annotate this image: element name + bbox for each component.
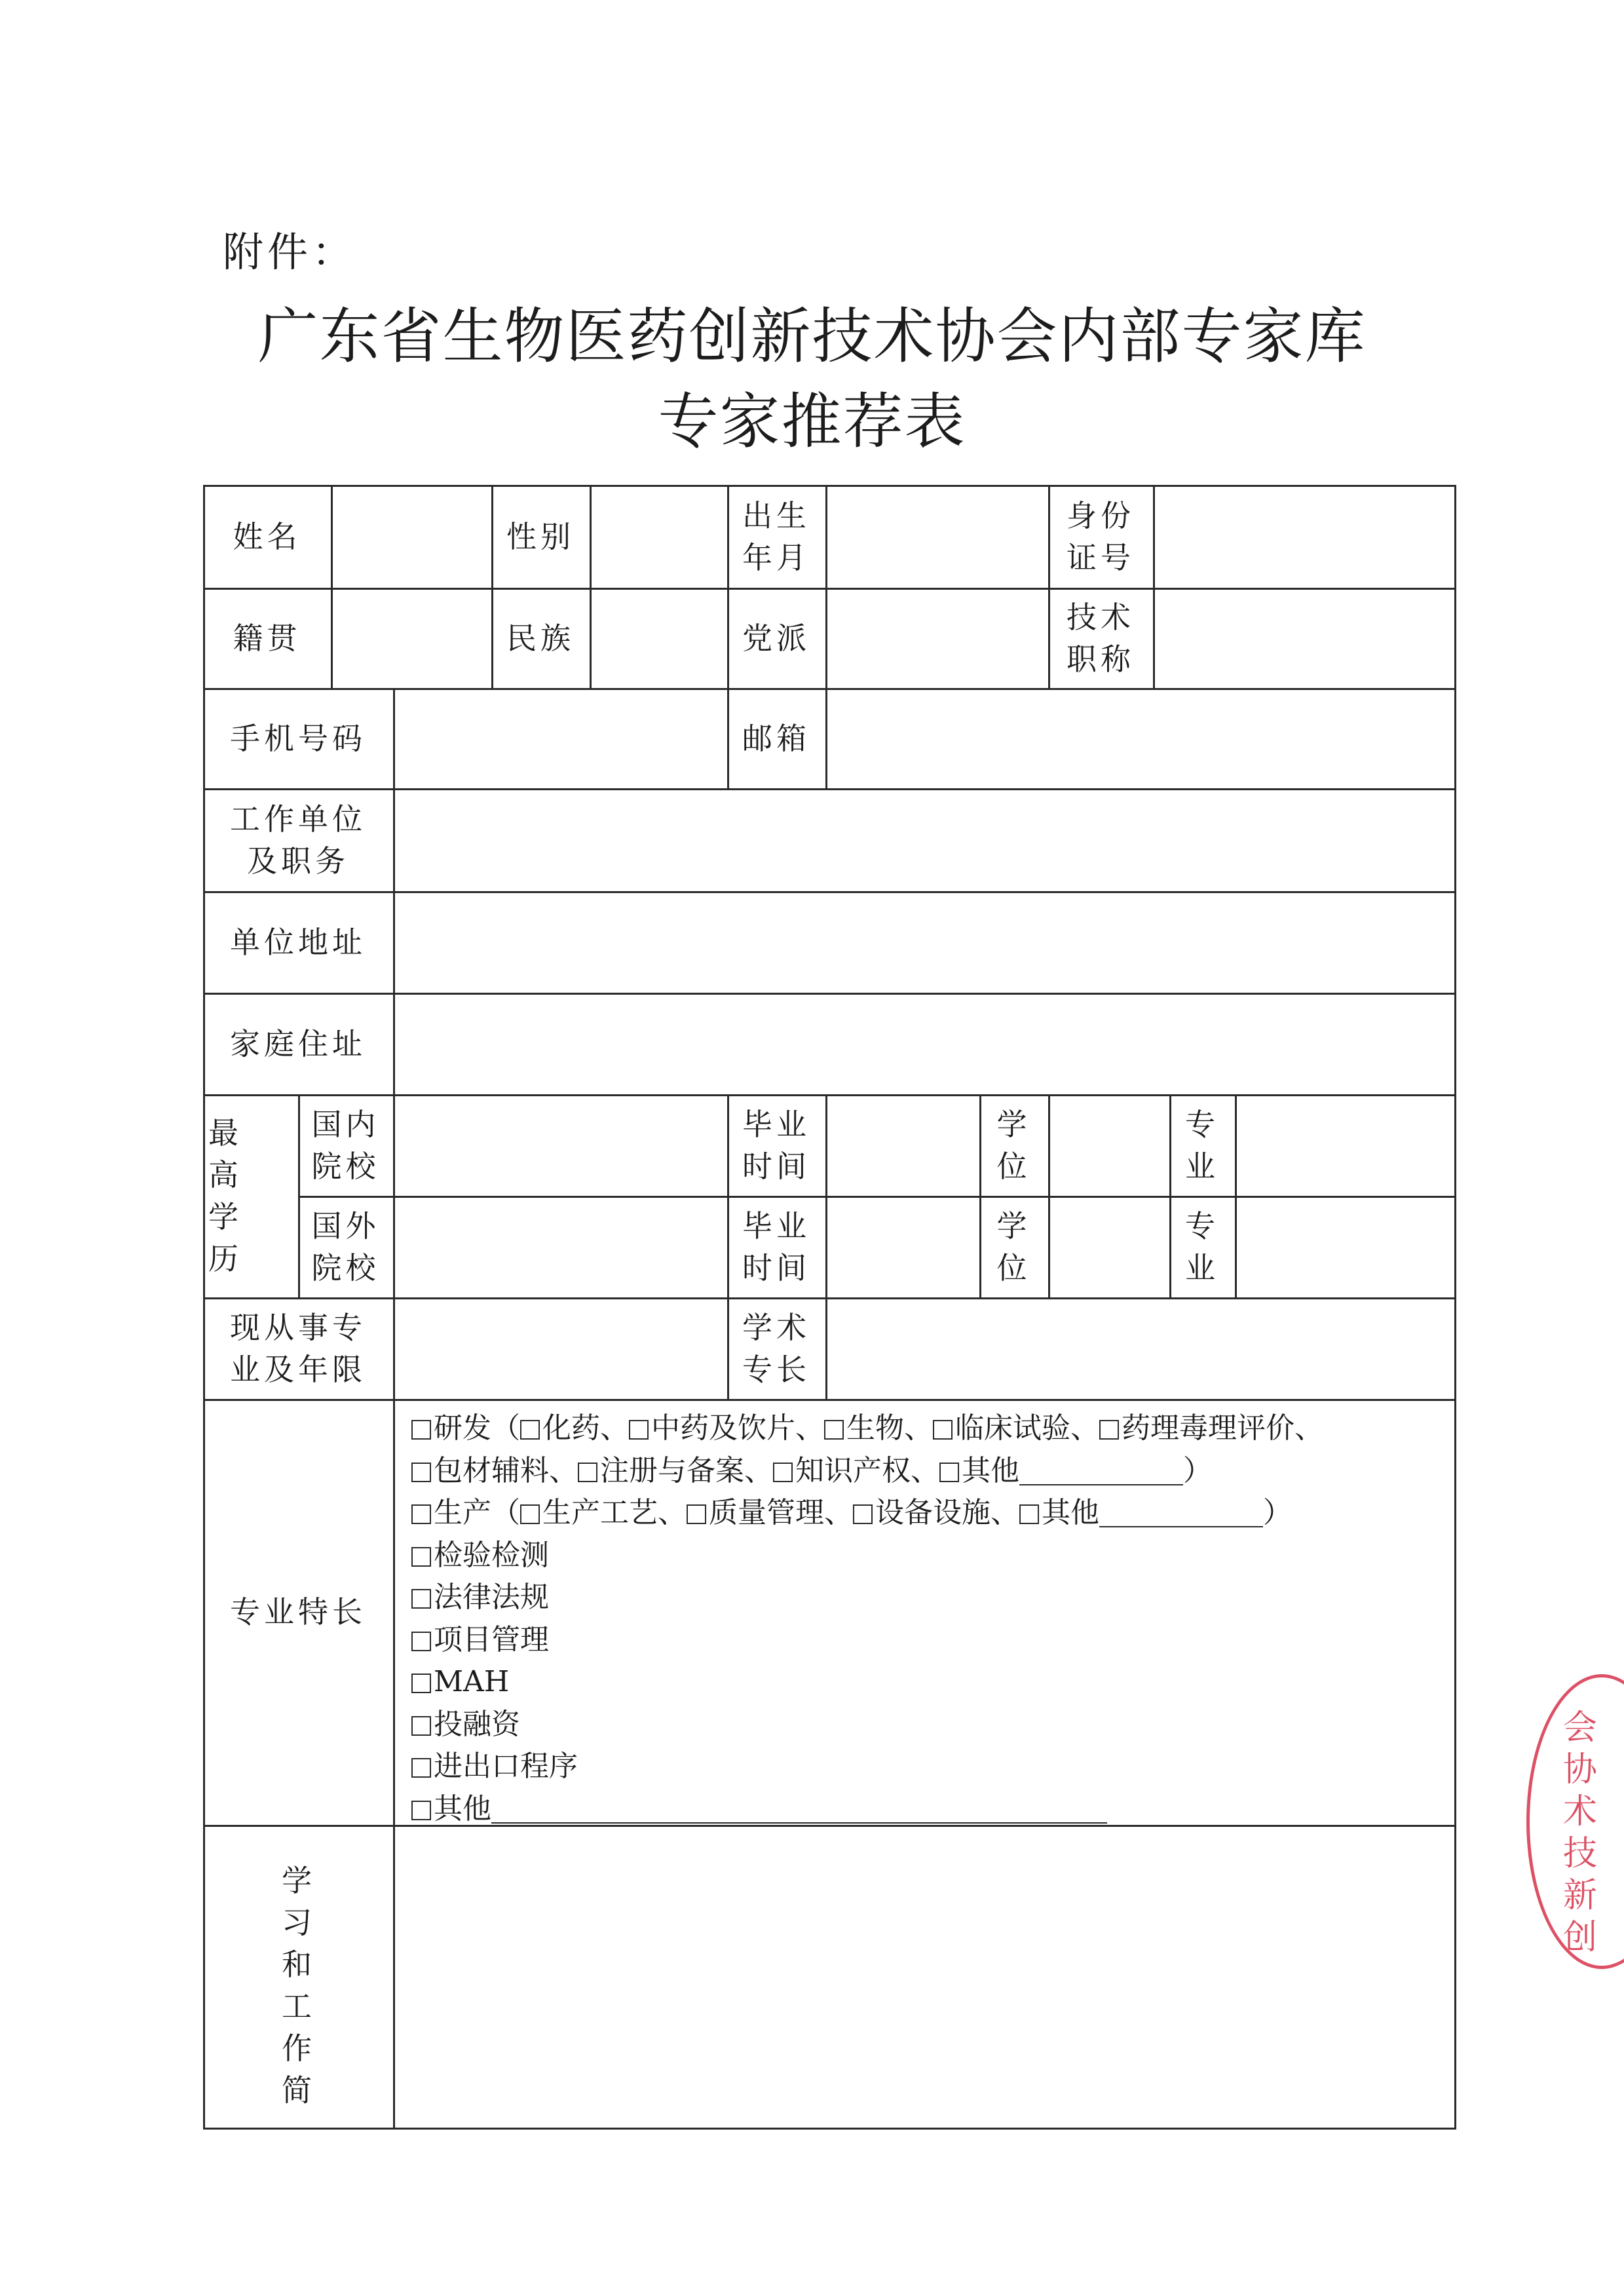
checkbox-other1[interactable] (939, 1463, 959, 1482)
checkbox-law[interactable] (411, 1589, 431, 1609)
checkbox-clinical[interactable] (933, 1420, 953, 1440)
option-registration: 注册与备案、 (600, 1453, 773, 1487)
checkbox-other3[interactable] (411, 1801, 431, 1820)
checkbox-quality[interactable] (687, 1504, 706, 1524)
row-divider (298, 1196, 1456, 1198)
label-major-foreign: 专 业 (1185, 1208, 1219, 1286)
option-project: 项目管理 (434, 1622, 549, 1656)
label-workplace: 工作单位 及职务 (230, 801, 366, 879)
option-tox: 药理毒理评价、 (1122, 1411, 1323, 1445)
col-divider (1048, 1094, 1050, 1297)
checkbox-rd[interactable] (411, 1420, 431, 1440)
checkbox-other2[interactable] (1019, 1504, 1039, 1524)
label-grad-time-foreign: 毕业 时间 (742, 1208, 810, 1286)
checkbox-registration[interactable] (578, 1463, 597, 1482)
option-production: 生产（ (434, 1496, 520, 1529)
label-party: 党派 (742, 620, 810, 656)
form-subtitle: 专家推荐表 (658, 387, 966, 457)
option-inspection: 检验检测 (434, 1538, 549, 1572)
option-chem: 化药、 (542, 1411, 629, 1445)
checkbox-import-export[interactable] (411, 1758, 431, 1778)
form-title: 广东省生物医药创新技术协会内部专家库 (257, 301, 1367, 372)
label-home-address: 家庭住址 (230, 1025, 366, 1062)
option-import-export: 进出口程序 (434, 1750, 578, 1783)
checkbox-production[interactable] (411, 1504, 431, 1524)
option-other3: 其他 (434, 1791, 491, 1826)
label-name: 姓名 (233, 518, 301, 554)
option-ip: 知识产权、 (795, 1453, 939, 1487)
label-mobile: 手机号码 (230, 720, 366, 756)
blank-other1[interactable] (1019, 1455, 1183, 1485)
label-id-no: 身份 证号 (1067, 497, 1135, 575)
checkbox-equipment[interactable] (853, 1504, 873, 1524)
checkbox-tox[interactable] (1099, 1420, 1119, 1440)
label-work-address: 单位地址 (230, 924, 366, 960)
option-tcm: 中药及饮片、 (651, 1411, 824, 1445)
checkbox-bio[interactable] (824, 1420, 844, 1440)
option-rd: 研发（ (434, 1411, 520, 1445)
col-divider (825, 1094, 827, 1399)
option-mah: MAH (434, 1665, 510, 1698)
option-close1: ） (1183, 1453, 1212, 1487)
col-divider (825, 485, 827, 788)
option-other2: 其他 (1042, 1496, 1099, 1529)
col-divider (590, 485, 592, 688)
col-divider (1153, 485, 1155, 688)
option-other1: 其他 (962, 1453, 1019, 1487)
blank-other3[interactable] (491, 1793, 1107, 1824)
option-bio: 生物、 (846, 1411, 933, 1445)
label-ethnicity: 民族 (506, 620, 575, 656)
label-academic-specialty: 学术 专长 (742, 1309, 810, 1387)
checkbox-process[interactable] (520, 1504, 540, 1524)
option-clinical: 临床试验、 (955, 1411, 1099, 1445)
checkbox-ip[interactable] (773, 1463, 793, 1482)
checkbox-tcm[interactable] (629, 1420, 649, 1440)
label-current-field: 现从事专 业及年限 (230, 1309, 366, 1387)
label-degree-foreign: 学 位 (996, 1208, 1031, 1286)
col-divider (1235, 1094, 1237, 1297)
option-law: 法律法规 (434, 1580, 549, 1614)
checkbox-finance[interactable] (411, 1716, 431, 1736)
option-equipment: 设备设施、 (875, 1496, 1019, 1529)
checkbox-packaging[interactable] (411, 1463, 431, 1482)
specialty-options (411, 1407, 1323, 1830)
label-email: 邮箱 (742, 720, 810, 756)
label-degree-domestic: 学 位 (996, 1106, 1031, 1184)
row-divider (203, 588, 1456, 590)
label-birth: 出生 年月 (742, 497, 810, 575)
option-process: 生产工艺、 (542, 1496, 687, 1529)
label-domestic-school: 国内 院校 (311, 1106, 380, 1184)
label-foreign-school: 国外 院校 (311, 1208, 380, 1286)
label-specialty: 专业特长 (230, 1594, 366, 1630)
checkbox-project[interactable] (411, 1632, 431, 1651)
option-finance: 投融资 (434, 1707, 520, 1741)
option-close2: ） (1263, 1496, 1292, 1529)
checkbox-mah[interactable] (411, 1674, 431, 1693)
label-gender: 性别 (506, 518, 575, 554)
label-major-domestic: 专 业 (1185, 1106, 1219, 1184)
blank-other2[interactable] (1099, 1497, 1263, 1527)
checkbox-chem[interactable] (520, 1420, 540, 1440)
attachment-label: 附件： (223, 228, 357, 276)
checkbox-inspection[interactable] (411, 1547, 431, 1567)
label-grad-time-domestic: 毕业 时间 (742, 1106, 810, 1184)
col-divider (393, 688, 395, 2130)
label-tech-title: 技术 职称 (1067, 599, 1135, 677)
label-highest-edu: 最高学历 (208, 1115, 238, 1276)
option-packaging: 包材辅料、 (434, 1453, 578, 1487)
label-native-place: 籍贯 (233, 620, 301, 656)
label-resume: 学习和工作简 (282, 1863, 312, 2108)
col-divider (331, 485, 333, 688)
option-quality: 质量管理、 (709, 1496, 853, 1529)
seal-text: 会协术技新创 (1562, 1708, 1597, 1957)
